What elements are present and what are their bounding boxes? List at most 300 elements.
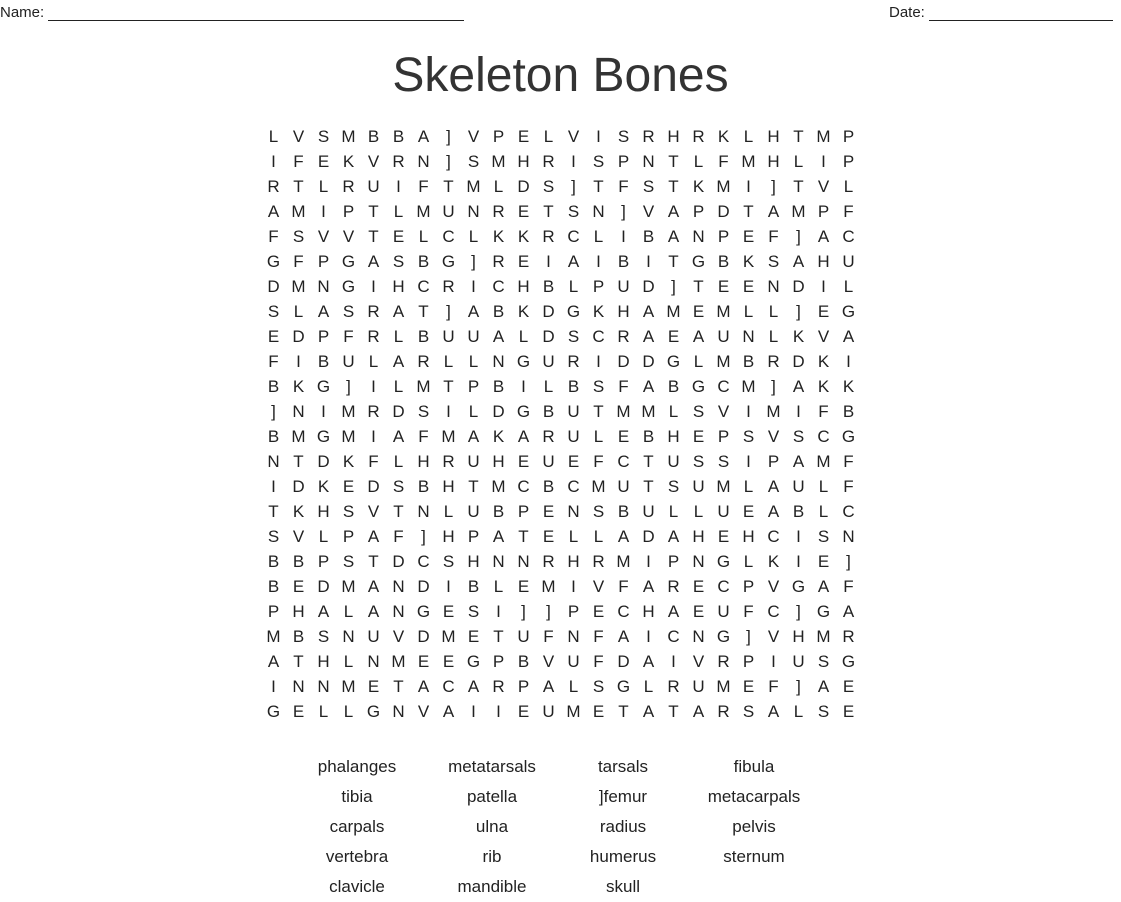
grid-letter[interactable]: R [592, 551, 605, 571]
grid-letter[interactable]: A [792, 251, 805, 271]
grid-letter[interactable]: U [717, 326, 730, 346]
grid-letter[interactable]: L [393, 326, 404, 346]
grid-letter[interactable]: N [842, 526, 855, 546]
grid-letter[interactable]: N [467, 201, 480, 221]
grid-letter[interactable]: E [517, 201, 530, 221]
grid-letter[interactable]: A [767, 701, 780, 721]
grid-letter[interactable]: I [846, 351, 851, 371]
date-field[interactable] [889, 4, 1113, 21]
grid-letter[interactable]: B [267, 551, 280, 571]
grid-letter[interactable]: H [667, 426, 680, 446]
grid-letter[interactable]: P [742, 576, 755, 596]
grid-letter[interactable]: M [741, 151, 756, 171]
grid-letter[interactable]: L [818, 501, 829, 521]
grid-letter[interactable]: U [692, 476, 705, 496]
grid-letter[interactable]: N [417, 501, 430, 521]
grid-letter[interactable]: R [667, 576, 680, 596]
grid-letter[interactable]: T [268, 501, 279, 521]
grid-letter[interactable]: H [492, 451, 505, 471]
grid-letter[interactable]: D [642, 351, 655, 371]
grid-letter[interactable]: T [293, 651, 304, 671]
grid-letter[interactable]: L [768, 326, 779, 346]
grid-letter[interactable]: K [517, 226, 530, 246]
grid-letter[interactable]: L [543, 126, 554, 146]
grid-letter[interactable]: L [793, 151, 804, 171]
grid-letter[interactable]: E [667, 326, 680, 346]
grid-letter[interactable]: F [768, 676, 779, 696]
grid-letter[interactable]: L [493, 576, 504, 596]
grid-letter[interactable]: ] [771, 176, 776, 196]
grid-letter[interactable]: K [717, 126, 730, 146]
grid-letter[interactable]: E [517, 126, 530, 146]
grid-letter[interactable]: D [417, 576, 430, 596]
grid-letter[interactable]: L [593, 426, 604, 446]
grid-letter[interactable]: H [667, 126, 680, 146]
grid-letter[interactable]: M [341, 401, 356, 421]
grid-letter[interactable]: ] [346, 376, 351, 396]
grid-letter[interactable]: L [468, 226, 479, 246]
grid-letter[interactable]: A [667, 201, 680, 221]
grid-letter[interactable]: A [267, 651, 280, 671]
grid-letter[interactable]: R [667, 676, 680, 696]
grid-letter[interactable]: U [542, 351, 555, 371]
grid-letter[interactable]: S [592, 151, 605, 171]
grid-letter[interactable]: N [392, 601, 405, 621]
grid-letter[interactable]: V [592, 576, 605, 596]
grid-letter[interactable]: A [667, 226, 680, 246]
grid-letter[interactable]: F [843, 201, 854, 221]
grid-letter[interactable]: B [517, 651, 530, 671]
grid-letter[interactable]: A [367, 526, 380, 546]
grid-letter[interactable]: P [717, 226, 730, 246]
grid-letter[interactable]: M [441, 426, 456, 446]
grid-letter[interactable]: H [442, 526, 455, 546]
grid-letter[interactable]: L [393, 201, 404, 221]
grid-letter[interactable]: C [667, 626, 680, 646]
grid-letter[interactable]: P [342, 201, 355, 221]
grid-letter[interactable]: A [567, 251, 580, 271]
grid-letter[interactable]: L [668, 501, 679, 521]
grid-letter[interactable]: I [521, 376, 526, 396]
grid-letter[interactable]: E [392, 226, 405, 246]
grid-letter[interactable]: F [843, 451, 854, 471]
grid-letter[interactable]: P [317, 251, 330, 271]
grid-letter[interactable]: N [692, 226, 705, 246]
grid-letter[interactable]: F [818, 401, 829, 421]
grid-letter[interactable]: M [791, 201, 806, 221]
grid-letter[interactable]: L [693, 151, 704, 171]
grid-letter[interactable]: K [842, 376, 855, 396]
grid-letter[interactable]: A [442, 701, 455, 721]
grid-letter[interactable]: L [643, 676, 654, 696]
grid-letter[interactable]: L [318, 701, 329, 721]
grid-letter[interactable]: S [667, 476, 680, 496]
grid-letter[interactable]: ] [796, 676, 801, 696]
grid-letter[interactable]: V [292, 126, 305, 146]
grid-letter[interactable]: L [443, 501, 454, 521]
grid-letter[interactable]: A [367, 601, 380, 621]
grid-letter[interactable]: H [692, 526, 705, 546]
grid-letter[interactable]: G [516, 401, 531, 421]
grid-letter[interactable]: G [316, 426, 331, 446]
grid-letter[interactable]: V [292, 526, 305, 546]
grid-letter[interactable]: E [742, 226, 755, 246]
grid-letter[interactable]: A [392, 301, 405, 321]
grid-letter[interactable]: B [617, 251, 630, 271]
grid-letter[interactable]: I [671, 651, 676, 671]
grid-letter[interactable]: F [418, 176, 429, 196]
grid-letter[interactable]: F [768, 226, 779, 246]
grid-letter[interactable]: U [542, 451, 555, 471]
grid-letter[interactable]: S [767, 251, 780, 271]
grid-letter[interactable]: B [542, 476, 555, 496]
grid-letter[interactable]: I [646, 626, 651, 646]
grid-letter[interactable]: F [843, 576, 854, 596]
grid-letter[interactable]: L [568, 276, 579, 296]
grid-letter[interactable]: B [392, 126, 405, 146]
grid-letter[interactable]: D [267, 276, 280, 296]
grid-letter[interactable]: R [492, 251, 505, 271]
grid-letter[interactable]: B [667, 376, 680, 396]
grid-letter[interactable]: L [518, 326, 529, 346]
grid-letter[interactable]: L [468, 401, 479, 421]
grid-letter[interactable]: B [267, 376, 280, 396]
grid-letter[interactable]: E [817, 551, 830, 571]
grid-letter[interactable]: I [471, 701, 476, 721]
grid-letter[interactable]: E [342, 476, 355, 496]
grid-letter[interactable]: B [267, 576, 280, 596]
grid-letter[interactable]: F [743, 601, 754, 621]
grid-letter[interactable]: P [492, 651, 505, 671]
grid-letter[interactable]: C [517, 476, 530, 496]
grid-letter[interactable]: A [842, 326, 855, 346]
grid-letter[interactable]: N [742, 326, 755, 346]
grid-letter[interactable]: ] [446, 126, 451, 146]
grid-letter[interactable]: D [317, 451, 330, 471]
grid-letter[interactable]: L [368, 351, 379, 371]
grid-letter[interactable]: L [568, 676, 579, 696]
grid-letter[interactable]: L [843, 176, 854, 196]
grid-letter[interactable]: H [792, 626, 805, 646]
grid-letter[interactable]: F [268, 351, 279, 371]
grid-letter[interactable]: S [817, 526, 830, 546]
grid-letter[interactable]: E [692, 301, 705, 321]
grid-letter[interactable]: T [368, 226, 379, 246]
grid-letter[interactable]: E [442, 601, 455, 621]
grid-letter[interactable]: L [693, 351, 704, 371]
grid-letter[interactable]: M [716, 176, 731, 196]
grid-letter[interactable]: V [367, 151, 380, 171]
grid-letter[interactable]: B [792, 501, 805, 521]
grid-letter[interactable]: I [321, 201, 326, 221]
grid-letter[interactable]: E [692, 576, 705, 596]
grid-letter[interactable]: B [467, 576, 480, 596]
grid-letter[interactable]: T [693, 276, 704, 296]
grid-letter[interactable]: K [517, 301, 530, 321]
grid-letter[interactable]: R [542, 551, 555, 571]
grid-letter[interactable]: F [293, 251, 304, 271]
grid-letter[interactable]: N [392, 576, 405, 596]
grid-letter[interactable]: T [668, 701, 679, 721]
grid-letter[interactable]: E [517, 576, 530, 596]
grid-letter[interactable]: A [467, 676, 480, 696]
grid-letter[interactable]: L [443, 351, 454, 371]
grid-letter[interactable]: K [492, 226, 505, 246]
grid-letter[interactable]: R [692, 126, 705, 146]
grid-letter[interactable]: U [617, 476, 630, 496]
grid-letter[interactable]: V [317, 226, 330, 246]
grid-letter[interactable]: R [567, 351, 580, 371]
grid-letter[interactable]: M [266, 626, 281, 646]
grid-letter[interactable]: U [642, 501, 655, 521]
grid-letter[interactable]: T [293, 176, 304, 196]
grid-letter[interactable]: G [666, 351, 681, 371]
grid-letter[interactable]: N [292, 401, 305, 421]
grid-letter[interactable]: A [267, 201, 280, 221]
grid-letter[interactable]: F [593, 451, 604, 471]
grid-letter[interactable]: R [367, 401, 380, 421]
grid-letter[interactable]: E [617, 426, 630, 446]
grid-letter[interactable]: L [318, 176, 329, 196]
grid-letter[interactable]: H [617, 301, 630, 321]
grid-letter[interactable]: M [591, 476, 606, 496]
grid-letter[interactable]: A [317, 601, 330, 621]
grid-letter[interactable]: S [317, 126, 330, 146]
grid-letter[interactable]: P [817, 201, 830, 221]
grid-letter[interactable]: S [792, 426, 805, 446]
grid-letter[interactable]: R [542, 426, 555, 446]
grid-letter[interactable]: ] [771, 376, 776, 396]
grid-letter[interactable]: T [793, 176, 804, 196]
grid-letter[interactable]: R [492, 201, 505, 221]
grid-letter[interactable]: B [292, 626, 305, 646]
grid-letter[interactable]: B [842, 401, 855, 421]
grid-letter[interactable]: G [816, 601, 831, 621]
grid-letter[interactable]: M [541, 576, 556, 596]
grid-letter[interactable]: L [543, 376, 554, 396]
grid-letter[interactable]: U [692, 676, 705, 696]
grid-letter[interactable]: G [616, 676, 631, 696]
grid-letter[interactable]: H [642, 601, 655, 621]
grid-letter[interactable]: A [792, 451, 805, 471]
grid-letter[interactable]: D [392, 551, 405, 571]
grid-letter[interactable]: V [817, 176, 830, 196]
grid-letter[interactable]: I [321, 401, 326, 421]
grid-letter[interactable]: A [642, 301, 655, 321]
grid-letter[interactable]: H [392, 276, 405, 296]
grid-letter[interactable]: E [742, 501, 755, 521]
grid-letter[interactable]: R [617, 326, 630, 346]
grid-letter[interactable]: S [742, 426, 755, 446]
grid-letter[interactable]: L [393, 451, 404, 471]
grid-letter[interactable]: A [667, 526, 680, 546]
grid-letter[interactable]: M [741, 376, 756, 396]
grid-letter[interactable]: K [317, 476, 330, 496]
grid-letter[interactable]: M [291, 201, 306, 221]
grid-letter[interactable]: T [518, 526, 529, 546]
grid-letter[interactable]: G [716, 626, 731, 646]
grid-letter[interactable]: F [293, 151, 304, 171]
grid-letter[interactable]: S [442, 551, 455, 571]
grid-letter[interactable]: F [718, 151, 729, 171]
grid-letter[interactable]: A [667, 601, 680, 621]
grid-letter[interactable]: B [542, 276, 555, 296]
name-line[interactable] [48, 4, 464, 21]
grid-letter[interactable]: D [317, 576, 330, 596]
grid-letter[interactable]: A [692, 326, 705, 346]
grid-letter[interactable]: B [567, 376, 580, 396]
grid-letter[interactable]: G [441, 251, 456, 271]
grid-letter[interactable]: K [292, 376, 305, 396]
grid-letter[interactable]: P [842, 126, 855, 146]
grid-letter[interactable]: T [368, 201, 379, 221]
grid-letter[interactable]: A [467, 426, 480, 446]
grid-letter[interactable]: S [567, 326, 580, 346]
grid-letter[interactable]: ] [446, 151, 451, 171]
grid-letter[interactable]: P [517, 501, 530, 521]
grid-letter[interactable]: B [267, 426, 280, 446]
grid-letter[interactable]: I [571, 576, 576, 596]
grid-letter[interactable]: V [817, 326, 830, 346]
grid-letter[interactable]: F [593, 651, 604, 671]
grid-letter[interactable]: G [341, 276, 356, 296]
grid-letter[interactable]: C [492, 276, 505, 296]
grid-letter[interactable]: G [791, 576, 806, 596]
grid-letter[interactable]: R [342, 176, 355, 196]
grid-letter[interactable]: T [743, 201, 754, 221]
grid-letter[interactable]: C [717, 376, 730, 396]
grid-letter[interactable]: U [542, 701, 555, 721]
grid-letter[interactable]: P [317, 551, 330, 571]
grid-letter[interactable]: N [392, 701, 405, 721]
grid-letter[interactable]: T [593, 176, 604, 196]
grid-letter[interactable]: C [767, 601, 780, 621]
grid-letter[interactable]: I [596, 126, 601, 146]
grid-letter[interactable]: N [492, 351, 505, 371]
grid-letter[interactable]: M [416, 376, 431, 396]
grid-letter[interactable]: U [367, 626, 380, 646]
grid-letter[interactable]: F [618, 576, 629, 596]
grid-letter[interactable]: N [417, 151, 430, 171]
grid-letter[interactable]: V [342, 226, 355, 246]
grid-letter[interactable]: I [371, 426, 376, 446]
grid-letter[interactable]: E [292, 576, 305, 596]
grid-letter[interactable]: P [267, 601, 280, 621]
grid-letter[interactable]: T [393, 676, 404, 696]
grid-letter[interactable]: P [517, 676, 530, 696]
grid-letter[interactable]: T [593, 401, 604, 421]
grid-letter[interactable]: F [268, 226, 279, 246]
grid-letter[interactable]: A [817, 226, 830, 246]
grid-letter[interactable]: C [417, 551, 430, 571]
grid-letter[interactable]: I [646, 551, 651, 571]
grid-letter[interactable]: M [341, 576, 356, 596]
grid-letter[interactable]: S [592, 676, 605, 696]
grid-letter[interactable]: L [343, 701, 354, 721]
grid-letter[interactable]: R [417, 351, 430, 371]
grid-letter[interactable]: H [292, 601, 305, 621]
grid-letter[interactable]: E [542, 526, 555, 546]
grid-letter[interactable]: ] [846, 551, 851, 571]
grid-letter[interactable]: P [492, 126, 505, 146]
grid-letter[interactable]: E [717, 276, 730, 296]
grid-letter[interactable]: N [567, 626, 580, 646]
grid-letter[interactable]: A [817, 576, 830, 596]
grid-letter[interactable]: N [267, 451, 280, 471]
grid-letter[interactable]: H [417, 451, 430, 471]
grid-letter[interactable]: M [716, 476, 731, 496]
grid-letter[interactable]: K [692, 176, 705, 196]
grid-letter[interactable]: A [417, 676, 430, 696]
grid-letter[interactable]: E [742, 276, 755, 296]
grid-letter[interactable]: U [517, 626, 530, 646]
grid-letter[interactable]: U [467, 501, 480, 521]
grid-letter[interactable]: E [542, 501, 555, 521]
grid-letter[interactable]: A [617, 526, 630, 546]
grid-letter[interactable]: L [668, 401, 679, 421]
grid-letter[interactable]: I [446, 576, 451, 596]
grid-letter[interactable]: A [642, 376, 655, 396]
grid-letter[interactable]: T [668, 151, 679, 171]
grid-letter[interactable]: N [692, 551, 705, 571]
grid-letter[interactable]: B [492, 301, 505, 321]
grid-letter[interactable]: U [667, 451, 680, 471]
grid-letter[interactable]: G [366, 701, 381, 721]
grid-letter[interactable]: S [342, 551, 355, 571]
grid-letter[interactable]: E [317, 151, 330, 171]
grid-letter[interactable]: R [842, 626, 855, 646]
grid-letter[interactable]: P [842, 151, 855, 171]
grid-letter[interactable]: C [767, 526, 780, 546]
grid-letter[interactable]: ] [471, 251, 476, 271]
grid-letter[interactable]: T [293, 451, 304, 471]
grid-letter[interactable]: M [716, 676, 731, 696]
grid-letter[interactable]: U [442, 201, 455, 221]
grid-letter[interactable]: M [816, 126, 831, 146]
grid-letter[interactable]: U [617, 276, 630, 296]
grid-letter[interactable]: L [593, 226, 604, 246]
grid-letter[interactable]: S [392, 251, 405, 271]
grid-letter[interactable]: I [371, 276, 376, 296]
grid-letter[interactable]: H [767, 126, 780, 146]
grid-letter[interactable]: C [417, 276, 430, 296]
grid-letter[interactable]: B [742, 351, 755, 371]
grid-letter[interactable]: T [643, 451, 654, 471]
grid-letter[interactable]: V [417, 701, 430, 721]
grid-letter[interactable]: V [767, 426, 780, 446]
grid-letter[interactable]: S [342, 301, 355, 321]
date-line[interactable] [929, 4, 1113, 21]
grid-letter[interactable]: K [817, 376, 830, 396]
grid-letter[interactable]: U [342, 351, 355, 371]
grid-letter[interactable]: M [641, 401, 656, 421]
grid-letter[interactable]: G [266, 701, 281, 721]
grid-letter[interactable]: ] [571, 176, 576, 196]
grid-letter[interactable]: F [393, 526, 404, 546]
grid-letter[interactable]: M [391, 651, 406, 671]
grid-letter[interactable]: D [292, 326, 305, 346]
grid-letter[interactable]: F [418, 426, 429, 446]
grid-letter[interactable]: C [717, 576, 730, 596]
grid-letter[interactable]: U [842, 251, 855, 271]
grid-letter[interactable]: A [817, 676, 830, 696]
grid-letter[interactable]: R [367, 301, 380, 321]
grid-letter[interactable]: U [442, 326, 455, 346]
grid-letter[interactable]: C [817, 426, 830, 446]
grid-letter[interactable]: D [292, 476, 305, 496]
grid-letter[interactable]: H [817, 251, 830, 271]
grid-letter[interactable]: B [492, 376, 505, 396]
